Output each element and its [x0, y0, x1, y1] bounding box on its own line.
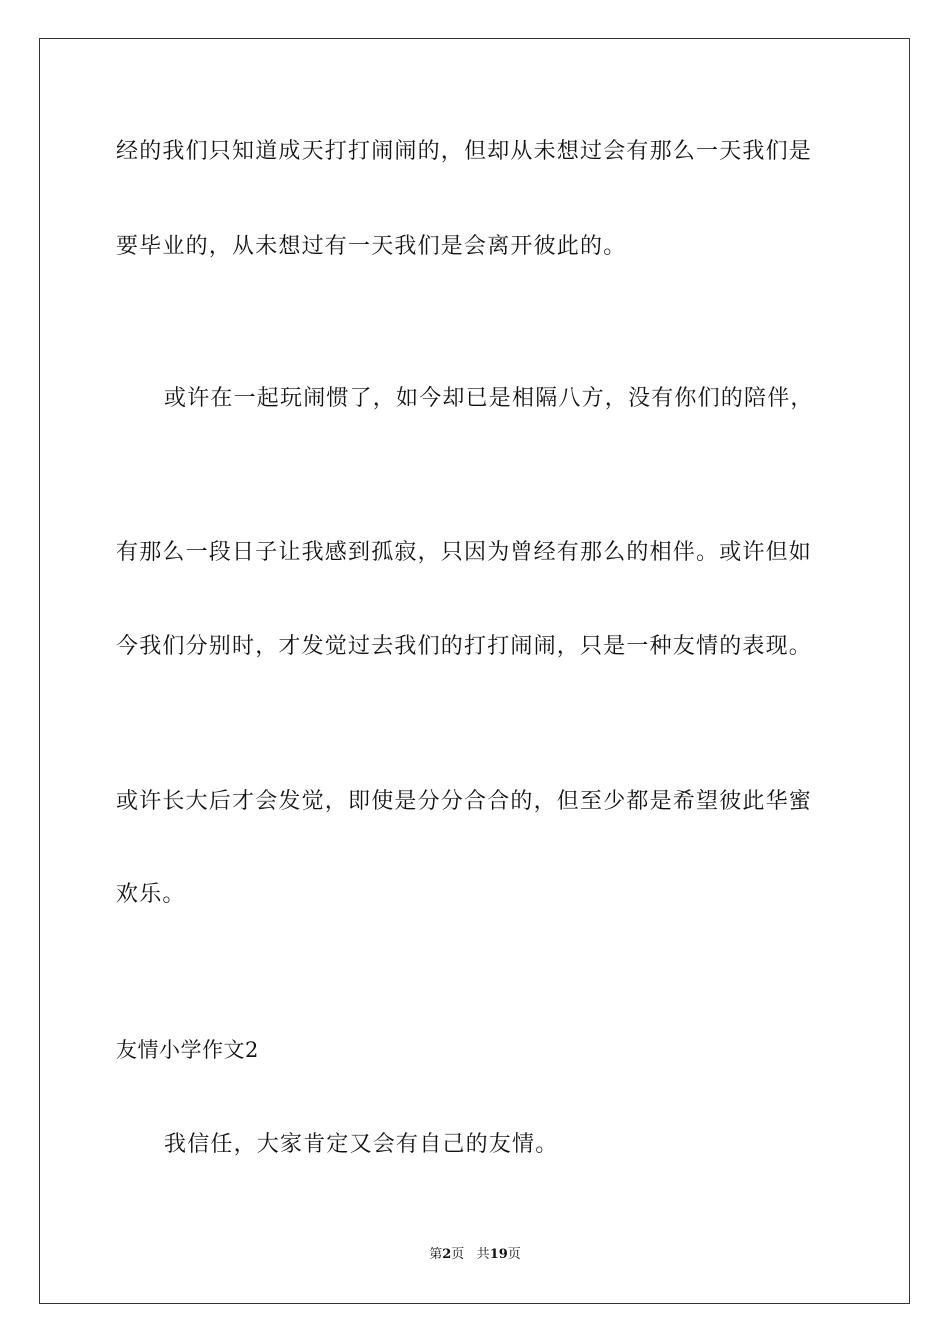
- body-line-4: 有那么一段日子让我感到孤寂，只因为曾经有那么的相伴。或许但如: [116, 540, 813, 565]
- body-line-3: 或许在一起玩闹惯了，如今却已是相隔八方，没有你们的陪伴，: [164, 386, 814, 411]
- footer-page-prefix: 第: [429, 1247, 443, 1262]
- body-line-6: 或许长大后才会发觉，即使是分分合合的，但至少都是希望彼此华蜜: [116, 789, 813, 814]
- body-line-5: 今我们分别时，才发觉过去我们的打打闹闹，只是一种友情的表现。: [116, 634, 813, 659]
- body-line-8: 我信任，大家肯定又会有自己的友情。: [164, 1132, 559, 1157]
- page-footer: [0, 1246, 950, 1264]
- footer-total-pages: 19: [489, 1247, 508, 1262]
- footer-page-suffix: 页: [451, 1247, 465, 1262]
- body-line-7: 欢乐。: [116, 882, 186, 907]
- footer-total-prefix: 共: [476, 1247, 490, 1262]
- page-frame: [39, 38, 910, 1304]
- section-heading: 友情小学作文2: [116, 1038, 259, 1062]
- body-line-2: 要毕业的，从未想过有一天我们是会离开彼此的。: [116, 234, 627, 259]
- body-line-1: 经的我们只知道成天打打闹闹的，但却从未想过会有那么一天我们是: [116, 139, 813, 164]
- footer-page-number: 2: [442, 1247, 452, 1262]
- footer-total-suffix: 页: [507, 1247, 521, 1262]
